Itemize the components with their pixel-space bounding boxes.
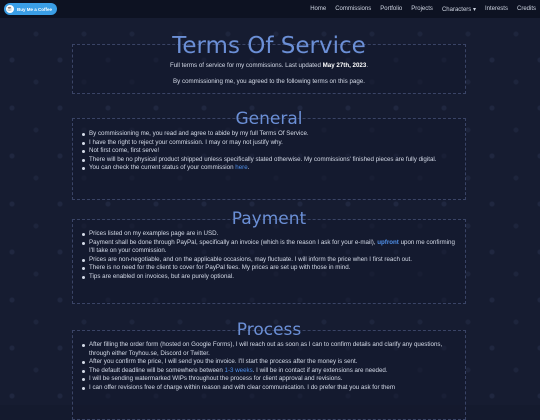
intro-section xyxy=(72,33,466,94)
last-updated-text: Full terms of service for my commissions. Last updated May 27th, 2023. xyxy=(169,62,369,69)
commission-status-link[interactable]: here xyxy=(235,164,248,172)
list-item: By commissioning me, you read and agree to abide by my full Terms Of Service. xyxy=(89,130,457,139)
nav-interests[interactable]: Interests xyxy=(484,5,508,12)
list-item: I can offer revisions free of charge within reason and with clear communication. I do prefer that you ask for them xyxy=(89,384,457,393)
list-item: Tips are enabled on invoices, but are purely optional. xyxy=(89,273,457,282)
nav-portfolio[interactable]: Portfolio xyxy=(380,5,403,12)
general-title: General xyxy=(235,109,303,129)
list-item: There is no need for the client to cover for PayPal fees. My prices are set up with those in mind. xyxy=(89,264,457,273)
navbar xyxy=(0,0,540,18)
nav-commissions[interactable]: Commissions xyxy=(335,5,372,12)
payment-section xyxy=(72,209,466,304)
list-item: The default deadline will be somewhere between 1-3 weeks. I will be in contact if any extensions are needed. xyxy=(89,367,457,376)
page-title: Terms Of Service xyxy=(172,33,366,59)
list-item: After filling the order form (hosted on Google Forms), I will reach out as soon as I can to confirm details and clarify any questions, through either Toyhou.se, Discord or Twitter. xyxy=(89,341,457,358)
upfront-highlight: upfront xyxy=(377,238,399,246)
list-item: There will be no physical product shipped unless specifically stated otherwise. My commissions' finished pieces are fully digital. xyxy=(89,156,457,165)
payment-list xyxy=(73,230,465,282)
nav-home[interactable]: Home xyxy=(310,5,327,12)
agreement-text: By commissioning me, you agreed to the following terms on this page. xyxy=(173,78,365,85)
process-title: Process xyxy=(236,320,302,340)
payment-title: Payment xyxy=(231,209,307,229)
nav-projects[interactable]: Projects xyxy=(411,5,433,12)
general-section xyxy=(72,109,466,200)
list-item: After you confirm the price, I will send you the invoice. I'll start the process after the money is sent. xyxy=(89,358,457,367)
list-item: Payment shall be done through PayPal, specifically an invoice (which is the reason I ask for your e-mail), upfront upon me confirming I'll take on your commission. xyxy=(89,239,457,256)
list-item: Prices listed on my examples page are in USD. xyxy=(89,230,457,239)
nav-characters-dropdown[interactable]: Characters ▾ xyxy=(441,6,476,13)
nav-credits[interactable]: Credits xyxy=(516,5,536,12)
coffee-cup-icon: ☕ xyxy=(6,6,14,12)
list-item: Not first come, first serve! xyxy=(89,147,457,156)
list-item: I have the right to reject your commission. I may or may not justify why. xyxy=(89,139,457,148)
list-item: You can check the current status of your commission here. xyxy=(89,164,457,173)
process-list xyxy=(73,341,465,393)
nav-links xyxy=(310,6,536,13)
last-updated-date: May 27th, 2023 xyxy=(322,62,367,69)
coffee-label: Buy Me a Coffee xyxy=(17,6,53,12)
buy-me-a-coffee-button[interactable] xyxy=(4,3,57,15)
list-item: I will be sending watermarked WIPs throughout the process for client approval and revisions. xyxy=(89,375,457,384)
general-list xyxy=(73,130,465,173)
process-section xyxy=(72,320,466,420)
list-item: Prices are non-negotiable, and on the applicable occasions, may fluctuate. I will inform the price when I first reach out. xyxy=(89,256,457,265)
deadline-highlight: 1-3 weeks xyxy=(224,366,253,374)
